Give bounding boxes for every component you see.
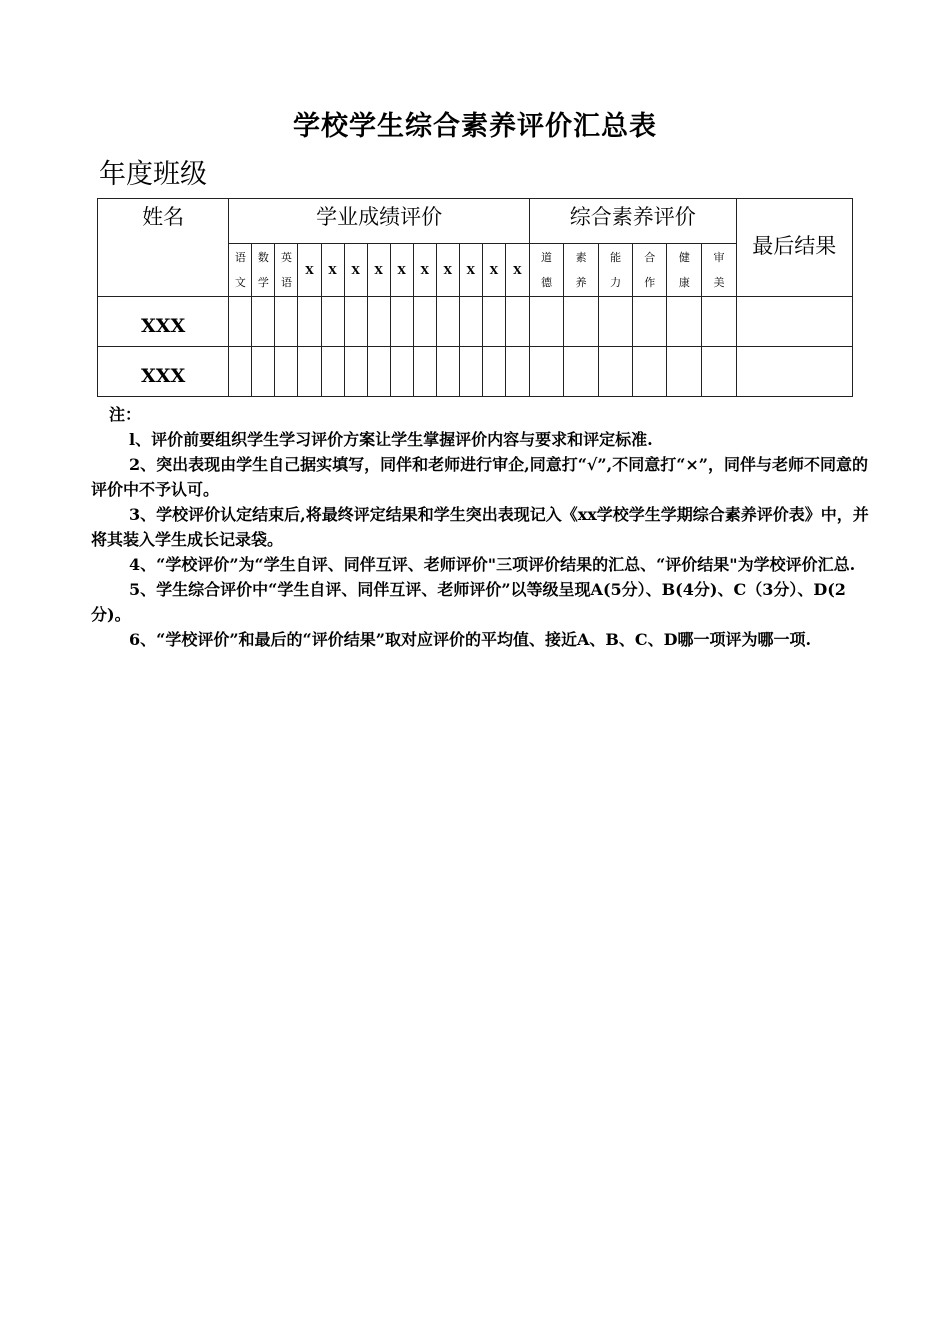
notes-label: 注： bbox=[109, 405, 142, 424]
grade-cell bbox=[459, 347, 482, 397]
quality-header: 综合素养评价 bbox=[529, 199, 736, 244]
quality-cell bbox=[564, 347, 599, 397]
quality-cell bbox=[702, 297, 736, 347]
result-cell bbox=[736, 347, 852, 397]
table-row bbox=[98, 297, 853, 347]
grade-cell bbox=[275, 297, 298, 347]
quality-subheader: 合 作 bbox=[633, 244, 667, 297]
grade-cell bbox=[321, 297, 344, 347]
student-name: XXX bbox=[98, 297, 229, 347]
grade-cell bbox=[413, 297, 436, 347]
grade-cell bbox=[344, 297, 367, 347]
grade-cell bbox=[344, 347, 367, 397]
grade-cell bbox=[459, 297, 482, 347]
grade-cell bbox=[482, 347, 505, 397]
student-name: XXX bbox=[98, 347, 229, 397]
note-item: 2、突出表现由学生自己据实填写，同伴和老师进行审企,同意打“√”,不同意打“×”，同伴与老师不同意的评价中不予认可。 bbox=[91, 455, 869, 499]
grade-cell bbox=[413, 347, 436, 397]
subject-header: X bbox=[436, 244, 459, 297]
academic-header: 学业成绩评价 bbox=[229, 199, 530, 244]
subject-header: 数 学 bbox=[252, 244, 275, 297]
grade-cell bbox=[390, 347, 413, 397]
subject-header: X bbox=[344, 244, 367, 297]
table-row bbox=[98, 347, 853, 397]
note-item: 3、学校评价认定结束后,将最终评定结果和学生突出表现记入《xx学校学生学期综合素养评价表》中，并将其装入学生成长记录袋。 bbox=[91, 505, 869, 549]
quality-cell bbox=[599, 347, 633, 397]
page-title: 学校学生综合素养评价汇总表 bbox=[293, 111, 657, 142]
evaluation-table bbox=[97, 198, 853, 397]
grade-cell bbox=[229, 347, 252, 397]
grade-cell bbox=[505, 347, 529, 397]
subject-header: X bbox=[298, 244, 321, 297]
quality-cell bbox=[529, 347, 563, 397]
subject-header: X bbox=[367, 244, 390, 297]
subject-header: X bbox=[321, 244, 344, 297]
grade-cell bbox=[275, 347, 298, 397]
quality-subheader: 能 力 bbox=[599, 244, 633, 297]
grade-cell bbox=[436, 347, 459, 397]
year-class-label: 年度班级 bbox=[99, 159, 207, 190]
grade-cell bbox=[482, 297, 505, 347]
quality-cell bbox=[529, 297, 563, 347]
grade-cell bbox=[252, 347, 275, 397]
note-item: l、评价前要组织学生学习评价方案让学生掌握评价内容与要求和评定标准. bbox=[129, 430, 653, 449]
subject-header: X bbox=[505, 244, 529, 297]
grade-cell bbox=[298, 297, 321, 347]
quality-subheader: 健 康 bbox=[667, 244, 702, 297]
quality-cell bbox=[633, 347, 667, 397]
grade-cell bbox=[390, 297, 413, 347]
subject-header: X bbox=[390, 244, 413, 297]
quality-cell bbox=[633, 297, 667, 347]
subject-header: 语 文 bbox=[229, 244, 252, 297]
result-cell bbox=[736, 297, 852, 347]
result-header: 最后结果 bbox=[736, 199, 852, 297]
grade-cell bbox=[367, 347, 390, 397]
quality-cell bbox=[599, 297, 633, 347]
grade-cell bbox=[505, 297, 529, 347]
grade-cell bbox=[436, 297, 459, 347]
notes-section bbox=[91, 402, 871, 652]
subject-header: X bbox=[459, 244, 482, 297]
quality-subheader: 审 美 bbox=[702, 244, 736, 297]
subject-header: X bbox=[482, 244, 505, 297]
grade-cell bbox=[229, 297, 252, 347]
subject-header: X bbox=[413, 244, 436, 297]
grade-cell bbox=[252, 297, 275, 347]
quality-cell bbox=[667, 347, 702, 397]
grade-cell bbox=[367, 297, 390, 347]
quality-subheader: 道 德 bbox=[529, 244, 563, 297]
quality-cell bbox=[564, 297, 599, 347]
note-item: 6、“学校评价”和最后的“评价结果”取对应评价的平均值、接近A、B、C、D哪一项评为哪一项. bbox=[129, 630, 812, 649]
quality-cell bbox=[702, 347, 736, 397]
grade-cell bbox=[321, 347, 344, 397]
subject-header: 英 语 bbox=[275, 244, 298, 297]
name-header: 姓名 bbox=[98, 199, 229, 297]
note-item: 5、学生综合评价中“学生自评、同伴互评、老师评价”以等级呈现A(5分）、B(4分)、C（3分）、D(2分)。 bbox=[91, 580, 846, 624]
quality-cell bbox=[667, 297, 702, 347]
note-item: 4、“学校评价”为“学生自评、同伴互评、老师评价"三项评价结果的汇总、“评价结果"为学校评价汇总. bbox=[129, 555, 856, 574]
grade-cell bbox=[298, 347, 321, 397]
quality-subheader: 素 养 bbox=[564, 244, 599, 297]
